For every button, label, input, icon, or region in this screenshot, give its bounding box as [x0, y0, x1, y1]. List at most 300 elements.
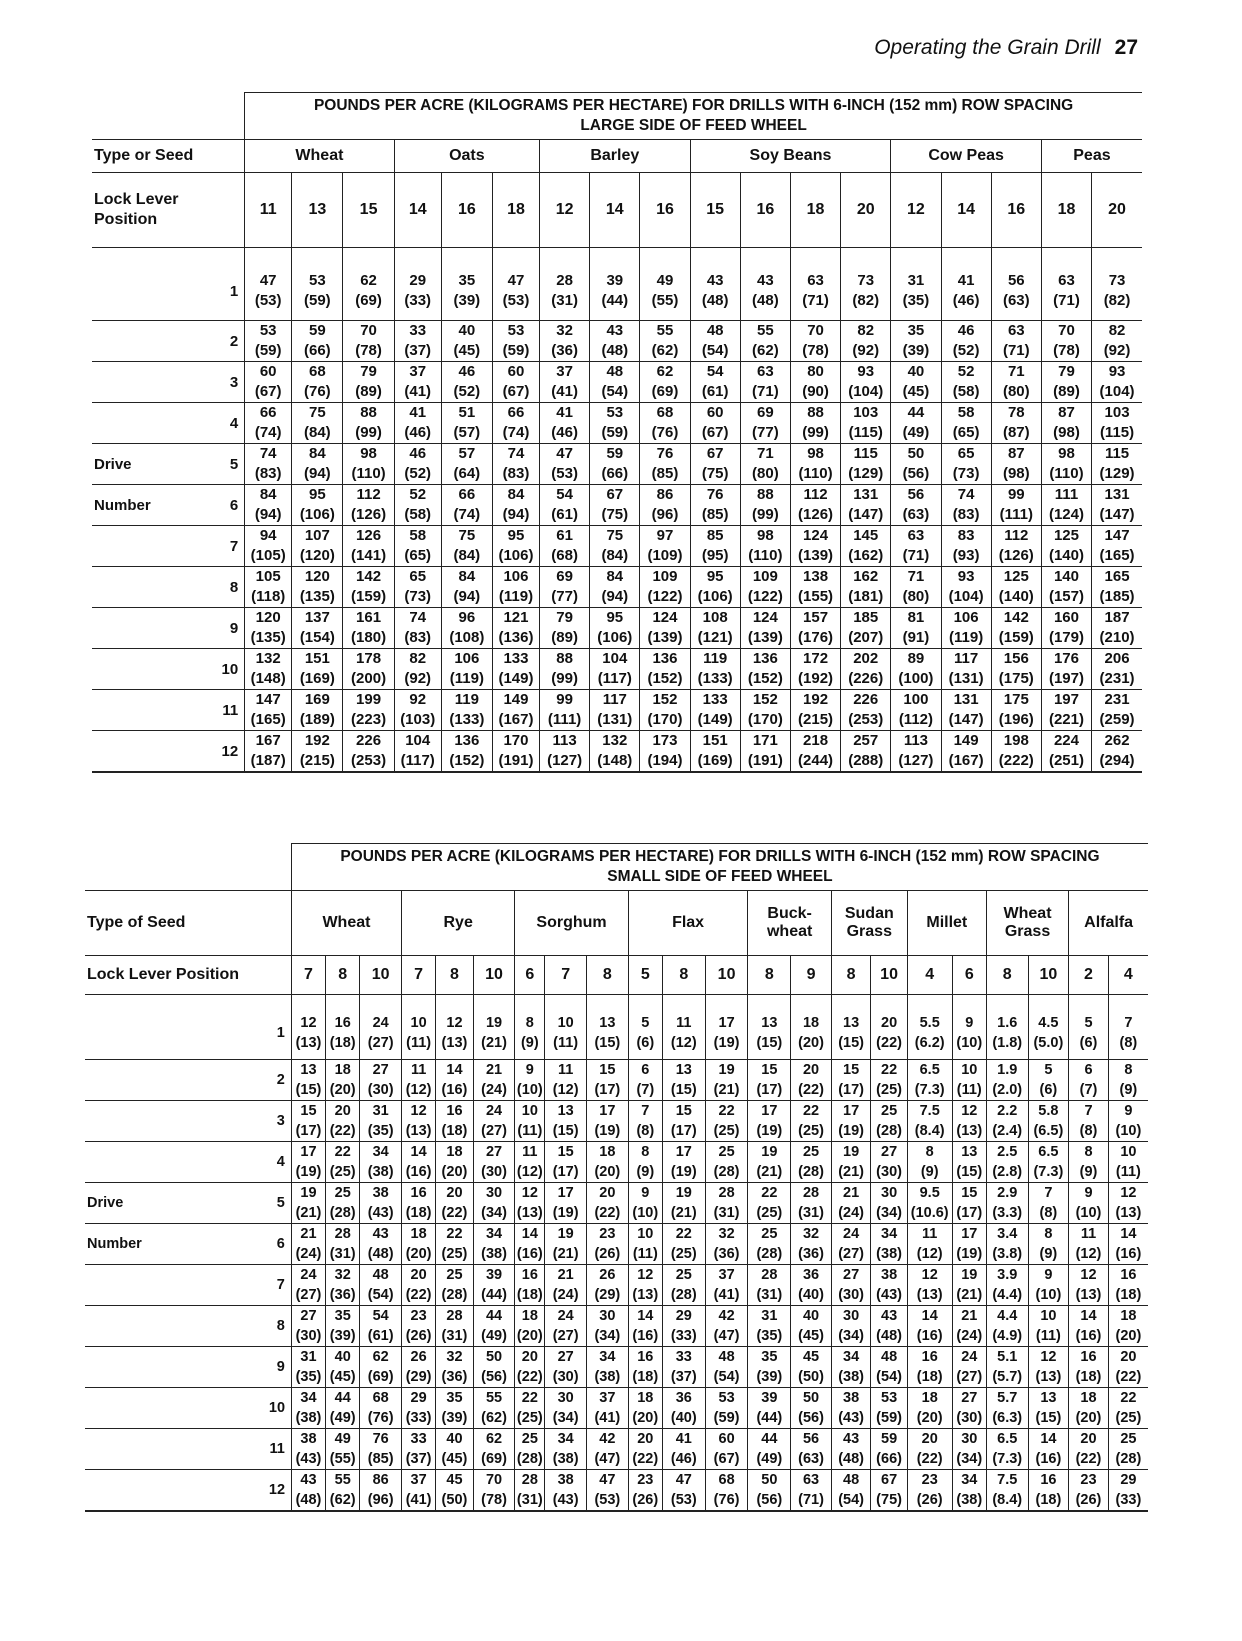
pounds-per-acre: 36	[802, 1267, 820, 1283]
rate-cell	[690, 649, 740, 690]
rate-cell	[515, 1142, 545, 1183]
kilograms-per-hectare: (38)	[295, 1410, 322, 1426]
pounds-per-acre: 21	[300, 1226, 317, 1242]
pounds-per-acre: 62	[656, 363, 674, 380]
rate-cell	[986, 1183, 1028, 1224]
drive-number: 11	[217, 690, 244, 731]
kilograms-per-hectare: (176)	[798, 629, 834, 646]
kilograms-per-hectare: (135)	[299, 588, 335, 605]
pounds-per-acre: 25	[718, 1144, 735, 1160]
pounds-per-acre: 98	[360, 445, 377, 462]
pounds-per-acre: 39	[485, 1267, 503, 1283]
rate-cell	[245, 690, 292, 731]
pounds-per-acre: 112	[803, 486, 828, 503]
pounds-per-acre: 27	[843, 1267, 860, 1283]
lever-position: 16	[441, 173, 492, 248]
pounds-per-acre: 54	[706, 363, 724, 380]
lever-position: 8	[986, 956, 1028, 995]
kilograms-per-hectare: (15)	[838, 1035, 865, 1051]
kilograms-per-hectare: (67)	[713, 1451, 740, 1467]
kilograms-per-hectare: (25)	[441, 1246, 468, 1262]
rate-cell	[1108, 1388, 1148, 1429]
kilograms-per-hectare: (54)	[367, 1287, 394, 1303]
pounds-per-acre: 52	[409, 486, 427, 503]
rate-cell	[891, 444, 941, 485]
pounds-per-acre: 19	[557, 1226, 574, 1242]
kilograms-per-hectare: (31)	[551, 292, 578, 309]
rate-cell	[662, 1142, 705, 1183]
pounds-per-acre: 74	[507, 445, 525, 462]
rate-cell	[891, 362, 941, 403]
kilograms-per-hectare: (16)	[516, 1246, 543, 1262]
kilograms-per-hectare: (13)	[632, 1287, 659, 1303]
pounds-per-acre: 38	[557, 1472, 574, 1488]
rate-cell	[436, 1101, 473, 1142]
rate-cell	[640, 608, 690, 649]
table-title	[245, 93, 1142, 140]
pounds-per-acre: 19	[300, 1185, 317, 1201]
rate-cell	[1028, 1347, 1069, 1388]
pounds-per-acre: 48	[843, 1472, 860, 1488]
pounds-per-acre: 44	[761, 1431, 778, 1447]
seed-name: Rye	[443, 914, 473, 931]
pounds-per-acre: 95	[308, 486, 326, 503]
rate-cell	[891, 403, 941, 444]
pounds-per-acre: 13	[1040, 1390, 1057, 1406]
rate-cell	[291, 995, 325, 1060]
kilograms-per-hectare: (54)	[701, 342, 729, 359]
pounds-per-acre: 79	[556, 609, 573, 626]
pounds-per-acre: 28	[334, 1226, 351, 1242]
large-table-body	[92, 93, 1142, 773]
drive-number: 11	[269, 1429, 291, 1470]
seed-name: Millet	[926, 914, 968, 931]
kilograms-per-hectare: (141)	[351, 547, 387, 564]
kilograms-per-hectare: (83)	[952, 506, 980, 523]
kilograms-per-hectare: (12)	[1075, 1246, 1102, 1262]
rate-cell	[590, 567, 640, 608]
pounds-per-acre: 131	[1104, 486, 1130, 503]
rate-cell	[515, 1306, 545, 1347]
row-side-label: Drive	[92, 444, 217, 485]
kilograms-per-hectare: (167)	[498, 711, 534, 728]
kilograms-per-hectare: (83)	[254, 465, 282, 482]
rate-cell	[841, 485, 891, 526]
rate-cell	[1028, 1142, 1069, 1183]
pounds-per-acre: 206	[1104, 650, 1130, 667]
kilograms-per-hectare: (41)	[404, 383, 432, 400]
rate-cell	[986, 1347, 1028, 1388]
drive-number: 12	[217, 731, 244, 773]
kilograms-per-hectare: (197)	[1048, 670, 1084, 687]
kilograms-per-hectare: (17)	[956, 1205, 983, 1221]
kilograms-per-hectare: (24)	[481, 1082, 507, 1098]
rate-cell	[1092, 321, 1142, 362]
pounds-per-acre: 10	[521, 1103, 538, 1119]
rate-cell	[291, 1265, 325, 1306]
kilograms-per-hectare: (22)	[632, 1451, 659, 1467]
rate-cell	[871, 1142, 907, 1183]
kilograms-per-hectare: (104)	[1099, 383, 1135, 400]
rate-cell	[791, 1101, 832, 1142]
rate-cell	[690, 362, 740, 403]
rate-cell	[705, 1142, 748, 1183]
kilograms-per-hectare: (17)	[552, 1164, 579, 1180]
kilograms-per-hectare: (83)	[404, 629, 432, 646]
kilograms-per-hectare: (38)	[594, 1369, 621, 1385]
kilograms-per-hectare: (8.4)	[992, 1492, 1023, 1508]
kilograms-per-hectare: (12)	[916, 1246, 943, 1262]
pounds-per-acre: 16	[921, 1349, 938, 1365]
pounds-per-acre: 37	[410, 1472, 427, 1488]
pounds-per-acre: 40	[334, 1349, 351, 1365]
rate-cell	[991, 444, 1041, 485]
kilograms-per-hectare: (24)	[552, 1287, 579, 1303]
pounds-per-acre: 18	[802, 1015, 820, 1031]
rate-cell	[540, 526, 590, 567]
rate-cell	[587, 995, 629, 1060]
pounds-per-acre: 136	[454, 732, 480, 749]
pounds-per-acre: 12	[410, 1103, 427, 1119]
rate-cell	[291, 1429, 325, 1470]
rate-cell	[628, 1183, 662, 1224]
pounds-per-acre: 145	[853, 527, 879, 544]
small-feed-wheel-table	[85, 843, 1148, 1512]
rate-cell	[291, 1388, 325, 1429]
pounds-per-acre: 38	[372, 1185, 389, 1201]
rate-cell	[441, 444, 492, 485]
table-row	[92, 567, 1142, 608]
pounds-per-acre: 30	[961, 1431, 978, 1447]
kilograms-per-hectare: (127)	[547, 752, 583, 769]
kilograms-per-hectare: (61)	[701, 383, 729, 400]
pounds-per-acre: 69	[556, 568, 573, 585]
kilograms-per-hectare: (8)	[1039, 1205, 1058, 1221]
seed-header	[402, 891, 515, 956]
pounds-per-acre: 11	[922, 1226, 938, 1242]
rate-cell	[841, 567, 891, 608]
rate-cell	[590, 526, 640, 567]
kilograms-per-hectare: (119)	[949, 629, 984, 646]
kilograms-per-hectare: (104)	[948, 588, 984, 605]
kilograms-per-hectare: (24)	[956, 1328, 983, 1344]
rate-cell	[473, 1429, 515, 1470]
pounds-per-acre: 23	[599, 1226, 616, 1242]
pounds-per-acre: 87	[1058, 404, 1075, 421]
pounds-per-acre: 41	[556, 404, 573, 421]
pounds-per-acre: 10	[410, 1015, 427, 1031]
kilograms-per-hectare: (13)	[956, 1123, 983, 1139]
pounds-per-acre: 53	[259, 322, 277, 339]
kilograms-per-hectare: (7)	[1079, 1082, 1098, 1098]
rate-cell	[343, 362, 394, 403]
pounds-per-acre: 20	[334, 1103, 351, 1119]
table-row	[85, 995, 1148, 1060]
rate-cell	[952, 1306, 986, 1347]
row-side-label	[92, 321, 217, 362]
rate-cell	[1092, 485, 1142, 526]
pounds-per-acre: 106	[503, 568, 529, 585]
rate-cell	[545, 1306, 587, 1347]
pounds-per-acre: 51	[458, 404, 476, 421]
seed-header: Peas	[1041, 140, 1142, 173]
kilograms-per-hectare: (82)	[852, 292, 880, 309]
pounds-per-acre: 18	[521, 1308, 538, 1324]
rate-cell	[394, 567, 441, 608]
seed-name: Sorghum	[536, 914, 607, 931]
pounds-per-acre: 44	[907, 404, 925, 421]
row-side-label	[85, 1347, 269, 1388]
kilograms-per-hectare: (43)	[295, 1451, 322, 1467]
rate-cell	[492, 485, 539, 526]
lever-position: 7	[545, 956, 587, 995]
rate-cell	[841, 444, 891, 485]
rate-cell	[515, 995, 545, 1060]
kilograms-per-hectare: (25)	[670, 1246, 697, 1262]
pounds-per-acre: 161	[356, 609, 382, 626]
kilograms-per-hectare: (67)	[502, 383, 530, 400]
rate-cell	[441, 321, 492, 362]
pounds-per-acre: 35	[907, 322, 925, 339]
rate-cell	[907, 1101, 952, 1142]
kilograms-per-hectare: (49)	[481, 1328, 507, 1344]
kilograms-per-hectare: (91)	[902, 629, 930, 646]
rate-cell	[748, 1101, 791, 1142]
pounds-per-acre: 84	[458, 568, 476, 585]
rate-cell	[587, 1265, 629, 1306]
lock-lever-row	[92, 173, 1142, 248]
pounds-per-acre: 17	[718, 1015, 735, 1031]
rate-cell	[952, 1060, 986, 1101]
kilograms-per-hectare: (27)	[838, 1246, 865, 1262]
rate-cell	[941, 321, 991, 362]
kilograms-per-hectare: (22)	[876, 1035, 902, 1051]
pounds-per-acre: 178	[356, 650, 382, 667]
kilograms-per-hectare: (36)	[798, 1246, 824, 1262]
kilograms-per-hectare: (25)	[798, 1123, 824, 1139]
kilograms-per-hectare: (69)	[651, 383, 679, 400]
kilograms-per-hectare: (19)	[552, 1205, 579, 1221]
row-side-label: Drive	[85, 1183, 269, 1224]
kilograms-per-hectare: (59)	[254, 342, 282, 359]
kilograms-per-hectare: (58)	[404, 506, 432, 523]
pounds-per-acre: 125	[1003, 568, 1029, 585]
kilograms-per-hectare: (59)	[303, 292, 331, 309]
pounds-per-acre: 4.4	[997, 1308, 1018, 1324]
rate-cell	[343, 403, 394, 444]
rate-cell	[587, 1183, 629, 1224]
rate-cell	[690, 444, 740, 485]
pounds-per-acre: 62	[485, 1431, 503, 1447]
pounds-per-acre: 83	[957, 527, 975, 544]
kilograms-per-hectare: (231)	[1099, 670, 1135, 687]
pounds-per-acre: 22	[718, 1103, 735, 1119]
rate-cell	[1092, 608, 1142, 649]
rate-cell	[441, 731, 492, 773]
pounds-per-acre: 23	[921, 1472, 938, 1488]
kilograms-per-hectare: (75)	[876, 1492, 902, 1508]
kilograms-per-hectare: (215)	[299, 752, 335, 769]
rate-cell	[360, 1265, 402, 1306]
rate-cell	[1028, 1101, 1069, 1142]
drive-number: 7	[269, 1265, 291, 1306]
pounds-per-acre: 173	[652, 732, 678, 749]
kilograms-per-hectare: (6.3)	[992, 1410, 1023, 1426]
table-row	[85, 1224, 1148, 1265]
row-side-label	[92, 567, 217, 608]
kilograms-per-hectare: (187)	[250, 752, 286, 769]
pounds-per-acre: 48	[706, 322, 724, 339]
pounds-per-acre: 25	[761, 1226, 778, 1242]
kilograms-per-hectare: (65)	[404, 547, 432, 564]
rate-cell	[907, 1306, 952, 1347]
pounds-per-acre: 19	[675, 1185, 692, 1201]
pounds-per-acre: 20	[1080, 1431, 1097, 1447]
page-header-title: Operating the Grain Drill	[874, 36, 1101, 59]
pounds-per-acre: 35	[761, 1349, 778, 1365]
rate-cell	[790, 485, 840, 526]
kilograms-per-hectare: (253)	[351, 752, 387, 769]
seed-header	[628, 891, 748, 956]
pounds-per-acre: 11	[410, 1062, 427, 1078]
pounds-per-acre: 16	[1120, 1267, 1137, 1283]
rate-cell	[291, 1101, 325, 1142]
pounds-per-acre: 119	[703, 650, 728, 667]
kilograms-per-hectare: (106)	[299, 506, 335, 523]
kilograms-per-hectare: (294)	[1099, 752, 1135, 769]
kilograms-per-hectare: (106)	[597, 629, 633, 646]
kilograms-per-hectare: (66)	[876, 1451, 902, 1467]
kilograms-per-hectare: (19)	[670, 1164, 697, 1180]
row-side-label	[92, 649, 217, 690]
table-row	[92, 321, 1142, 362]
rate-cell	[991, 649, 1041, 690]
rate-cell	[1092, 567, 1142, 608]
pounds-per-acre: 115	[1104, 445, 1130, 462]
pounds-per-acre: 23	[1080, 1472, 1097, 1488]
kilograms-per-hectare: (17)	[670, 1123, 697, 1139]
kilograms-per-hectare: (33)	[404, 292, 432, 309]
rate-cell	[587, 1142, 629, 1183]
kilograms-per-hectare: (20)	[329, 1082, 356, 1098]
kilograms-per-hectare: (222)	[998, 752, 1034, 769]
kilograms-per-hectare: (94)	[601, 588, 629, 605]
table-row	[92, 649, 1142, 690]
kilograms-per-hectare: (83)	[502, 465, 530, 482]
seed-header	[907, 891, 986, 956]
pounds-per-acre: 30	[599, 1308, 616, 1324]
pounds-per-acre: 22	[802, 1103, 820, 1119]
rate-cell	[952, 1101, 986, 1142]
kilograms-per-hectare: (52)	[453, 383, 481, 400]
rate-cell	[245, 403, 292, 444]
kilograms-per-hectare: (31)	[329, 1246, 356, 1262]
kilograms-per-hectare: (147)	[948, 711, 984, 728]
rate-cell	[831, 1224, 871, 1265]
kilograms-per-hectare: (20)	[594, 1164, 621, 1180]
kilograms-per-hectare: (38)	[956, 1492, 983, 1508]
pounds-per-acre: 50	[761, 1472, 778, 1488]
table-row	[85, 1101, 1148, 1142]
rate-cell	[326, 1060, 360, 1101]
kilograms-per-hectare: (122)	[647, 588, 683, 605]
pounds-per-acre: 67	[706, 445, 724, 462]
kilograms-per-hectare: (43)	[367, 1205, 394, 1221]
rate-cell	[436, 1388, 473, 1429]
kilograms-per-hectare: (2.8)	[992, 1164, 1023, 1180]
pounds-per-acre: 10	[1040, 1308, 1057, 1324]
rate-cell	[748, 1265, 791, 1306]
rate-cell	[326, 1224, 360, 1265]
rate-cell	[748, 1429, 791, 1470]
row-side-label	[92, 362, 217, 403]
kilograms-per-hectare: (112)	[898, 711, 934, 728]
kilograms-per-hectare: (40)	[670, 1410, 697, 1426]
kilograms-per-hectare: (169)	[697, 752, 733, 769]
lever-position: 8	[326, 956, 360, 995]
rate-cell	[740, 731, 790, 773]
pounds-per-acre: 22	[521, 1390, 538, 1406]
rate-cell	[515, 1183, 545, 1224]
rate-cell	[587, 1388, 629, 1429]
rate-cell	[907, 1388, 952, 1429]
row-side-label: Number	[85, 1224, 269, 1265]
kilograms-per-hectare: (22)	[916, 1451, 943, 1467]
pounds-per-acre: 46	[458, 363, 476, 380]
kilograms-per-hectare: (215)	[798, 711, 834, 728]
pounds-per-acre: 9	[525, 1062, 534, 1078]
kilograms-per-hectare: (118)	[251, 588, 286, 605]
pounds-per-acre: 16	[521, 1267, 538, 1283]
kilograms-per-hectare: (179)	[1048, 629, 1084, 646]
rate-cell	[545, 1101, 587, 1142]
pounds-per-acre: 98	[757, 527, 774, 544]
kilograms-per-hectare: (9)	[1079, 1164, 1098, 1180]
kilograms-per-hectare: (92)	[1103, 342, 1131, 359]
kilograms-per-hectare: (170)	[647, 711, 683, 728]
kilograms-per-hectare: (28)	[516, 1451, 543, 1467]
pounds-per-acre: 93	[957, 568, 975, 585]
kilograms-per-hectare: (149)	[498, 670, 534, 687]
kilograms-per-hectare: (27)	[552, 1328, 579, 1344]
pounds-per-acre: 63	[802, 1472, 820, 1488]
rate-cell	[831, 1306, 871, 1347]
kilograms-per-hectare: (85)	[367, 1451, 394, 1467]
lock-lever-row	[85, 956, 1148, 995]
kilograms-per-hectare: (77)	[752, 424, 779, 441]
pounds-per-acre: 4.5	[1038, 1015, 1059, 1031]
pounds-per-acre: 40	[446, 1431, 463, 1447]
pounds-per-acre: 24	[300, 1267, 317, 1283]
rate-cell	[292, 731, 343, 773]
pounds-per-acre: 70	[485, 1472, 503, 1488]
seed-header: Barley	[540, 140, 691, 173]
rate-cell	[690, 248, 740, 321]
pounds-per-acre: 76	[656, 445, 674, 462]
rate-cell	[1041, 248, 1091, 321]
kilograms-per-hectare: (126)	[351, 506, 387, 523]
rate-cell	[791, 1224, 832, 1265]
pounds-per-acre: 37	[718, 1267, 735, 1283]
pounds-per-acre: 19	[961, 1267, 978, 1283]
row-side-label	[85, 1265, 269, 1306]
rate-cell	[441, 485, 492, 526]
pounds-per-acre: 44	[334, 1390, 351, 1406]
pounds-per-acre: 75	[308, 404, 326, 421]
pounds-per-acre: 12	[1040, 1349, 1057, 1365]
rate-cell	[540, 248, 590, 321]
pounds-per-acre: 25	[334, 1185, 351, 1201]
